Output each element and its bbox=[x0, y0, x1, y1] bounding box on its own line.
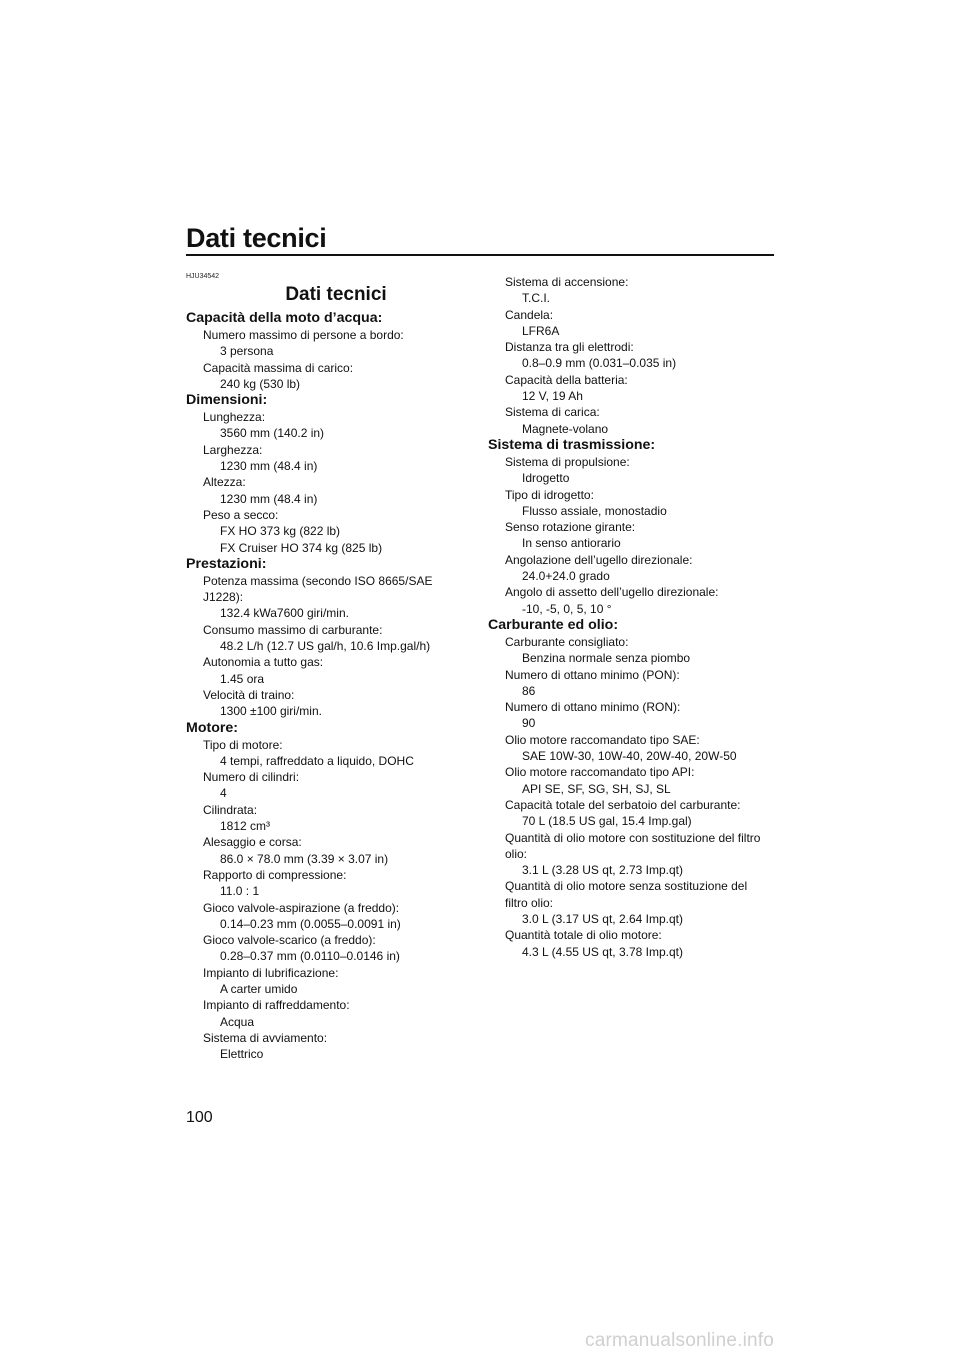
spec-value: 11.0 : 1 bbox=[220, 884, 260, 899]
spec-item bbox=[488, 519, 788, 552]
spec-label: Angolazione dell’ugello direzionale: bbox=[505, 552, 693, 567]
spec-item bbox=[186, 737, 486, 770]
spec-value: FX Cruiser HO 374 kg (825 lb) bbox=[220, 540, 383, 555]
spec-item bbox=[186, 1030, 486, 1063]
spec-item bbox=[488, 274, 788, 307]
spec-value: In senso antiorario bbox=[522, 536, 621, 551]
group-heading: Capacità della moto d’acqua: bbox=[186, 310, 383, 326]
spec-item bbox=[186, 622, 486, 655]
spec-value: 48.2 L/h (12.7 US gal/h, 10.6 Imp.gal/h) bbox=[220, 639, 431, 654]
spec-label: Distanza tra gli elettrodi: bbox=[505, 340, 634, 355]
spec-item bbox=[488, 339, 788, 372]
spec-value: Acqua bbox=[220, 1014, 255, 1029]
spec-value: 4 tempi, raffreddato a liquido, DOHC bbox=[220, 753, 414, 768]
spec-label: Numero di ottano minimo (PON): bbox=[505, 667, 680, 682]
spec-item bbox=[186, 327, 486, 360]
spec-label: Capacità della batteria: bbox=[505, 372, 628, 387]
spec-item bbox=[186, 997, 486, 1030]
spec-value: 3.1 L (3.28 US qt, 2.73 Imp.qt) bbox=[522, 863, 683, 878]
section-title: Dati tecnici bbox=[285, 284, 387, 305]
spec-label: Sistema di avviamento: bbox=[203, 1030, 328, 1045]
spec-item bbox=[488, 878, 788, 894]
spec-label: J1228): bbox=[203, 590, 244, 605]
spec-group bbox=[186, 720, 486, 1063]
spec-group bbox=[488, 274, 788, 437]
spec-value: LFR6A bbox=[522, 323, 560, 338]
spec-label: Quantità di olio motore senza sostituzione del bbox=[505, 879, 748, 894]
spec-item bbox=[488, 487, 788, 520]
spec-value: 1230 mm (48.4 in) bbox=[220, 491, 318, 506]
spec-item bbox=[186, 687, 486, 720]
spec-value: 0.8–0.9 mm (0.031–0.035 in) bbox=[522, 356, 677, 371]
spec-label: Autonomia a tutto gas: bbox=[203, 655, 324, 670]
page-title: Dati tecnici bbox=[186, 223, 327, 253]
spec-value: 4.3 L (4.55 US qt, 3.78 Imp.qt) bbox=[522, 944, 683, 959]
spec-label: Rapporto di compressione: bbox=[203, 867, 347, 882]
spec-value: 3.0 L (3.17 US qt, 2.64 Imp.qt) bbox=[522, 911, 683, 926]
spec-label: Quantità totale di olio motore: bbox=[505, 928, 662, 943]
spec-value: Benzina normale senza piombo bbox=[522, 651, 691, 666]
spec-label: olio: bbox=[505, 846, 528, 861]
group-heading: Motore: bbox=[186, 719, 239, 736]
group-heading: Dimensioni: bbox=[186, 392, 268, 409]
spec-label: Peso a secco: bbox=[203, 507, 279, 522]
spec-label: Cilindrata: bbox=[203, 802, 258, 817]
spec-value: FX HO 373 kg (822 lb) bbox=[220, 524, 341, 539]
spec-label: Tipo di idrogetto: bbox=[505, 487, 594, 502]
spec-item bbox=[186, 507, 486, 556]
spec-value: 24.0+24.0 grado bbox=[522, 569, 610, 584]
spec-label: Sistema di propulsione: bbox=[505, 454, 630, 469]
document-code: HJU34542 bbox=[186, 273, 220, 280]
spec-label: Alesaggio e corsa: bbox=[203, 835, 302, 850]
spec-item bbox=[186, 573, 486, 589]
spec-label: filtro olio: bbox=[505, 895, 554, 910]
spec-value: 86 bbox=[522, 683, 536, 698]
spec-value: Idrogetto bbox=[522, 471, 570, 486]
spec-label: Potenza massima (secondo ISO 8665/SAE bbox=[203, 573, 433, 588]
spec-item bbox=[488, 584, 788, 617]
spec-item bbox=[488, 699, 788, 732]
spec-label: Tipo di motore: bbox=[203, 737, 283, 752]
spec-value: 3560 mm (140.2 in) bbox=[220, 426, 325, 441]
spec-item bbox=[186, 867, 486, 900]
spec-group bbox=[488, 617, 788, 960]
spec-label: Consumo massimo di carburante: bbox=[203, 622, 383, 637]
spec-item bbox=[488, 846, 788, 879]
spec-value: 3 persona bbox=[220, 344, 274, 359]
spec-value: -10, -5, 0, 5, 10 ° bbox=[522, 601, 612, 616]
spec-value: 240 kg (530 lb) bbox=[220, 376, 301, 391]
spec-item bbox=[186, 802, 486, 835]
spec-item bbox=[186, 589, 486, 622]
spec-value: 0.14–0.23 mm (0.0055–0.0091 in) bbox=[220, 916, 401, 931]
spec-label: Carburante consigliato: bbox=[505, 634, 629, 649]
spec-item bbox=[488, 927, 788, 960]
spec-label: Sistema di accensione: bbox=[505, 275, 629, 289]
spec-value: T.C.I. bbox=[522, 291, 551, 306]
spec-item bbox=[186, 769, 486, 802]
group-heading: Carburante ed olio: bbox=[488, 616, 619, 633]
spec-item bbox=[488, 307, 788, 340]
right-column bbox=[488, 274, 788, 960]
spec-label: Olio motore raccomandato tipo SAE: bbox=[505, 732, 700, 747]
spec-label: Lunghezza: bbox=[203, 410, 266, 425]
spec-item bbox=[186, 409, 486, 442]
spec-label: Impianto di lubrificazione: bbox=[203, 965, 339, 980]
left-column bbox=[186, 270, 486, 1062]
group-heading: Sistema di trasmissione: bbox=[488, 436, 656, 453]
spec-item bbox=[186, 900, 486, 933]
spec-item bbox=[186, 474, 486, 507]
spec-item bbox=[488, 454, 788, 487]
watermark: carmanualsonline.info bbox=[585, 1330, 775, 1351]
spec-group bbox=[488, 437, 788, 617]
group-heading: Prestazioni: bbox=[186, 555, 267, 572]
spec-item bbox=[488, 797, 788, 830]
spec-label: Altezza: bbox=[203, 475, 246, 490]
spec-value: 1812 cm³ bbox=[220, 819, 271, 834]
spec-item bbox=[186, 965, 486, 998]
spec-label: Sistema di carica: bbox=[505, 405, 600, 420]
spec-label: Numero di cilindri: bbox=[203, 770, 300, 785]
spec-group bbox=[186, 556, 486, 720]
spec-label: Angolo di assetto dell’ugello direzionale: bbox=[505, 585, 719, 600]
spec-label: Impianto di raffreddamento: bbox=[203, 998, 350, 1013]
spec-value: A carter umido bbox=[220, 981, 298, 996]
spec-group bbox=[186, 310, 486, 392]
spec-value: 0.28–0.37 mm (0.0110–0.0146 in) bbox=[220, 949, 400, 964]
spec-label: Candela: bbox=[505, 307, 554, 322]
spec-value: 70 L (18.5 US gal, 15.4 Imp.gal) bbox=[522, 814, 692, 829]
left-spec-groups bbox=[186, 310, 486, 1062]
spec-value: 90 bbox=[522, 716, 536, 731]
spec-item bbox=[488, 372, 788, 405]
spec-item bbox=[186, 442, 486, 475]
spec-item bbox=[488, 895, 788, 928]
spec-item bbox=[488, 830, 788, 846]
spec-value: SAE 10W-30, 10W-40, 20W-40, 20W-50 bbox=[522, 749, 737, 764]
spec-item bbox=[488, 764, 788, 797]
spec-label: Numero di ottano minimo (RON): bbox=[505, 700, 681, 715]
spec-value: Flusso assiale, monostadio bbox=[522, 503, 667, 518]
spec-label: Gioco valvole-aspirazione (a freddo): bbox=[203, 900, 400, 915]
spec-label: Velocità di traino: bbox=[203, 687, 295, 702]
spec-item bbox=[488, 552, 788, 585]
spec-label: Quantità di olio motore con sostituzione del filtro bbox=[505, 830, 761, 845]
spec-label: Capacità totale del serbatoio del carburante: bbox=[505, 797, 741, 812]
spec-item bbox=[186, 932, 486, 965]
spec-label: Capacità massima di carico: bbox=[203, 360, 354, 375]
spec-label: Numero massimo di persone a bordo: bbox=[203, 328, 404, 342]
spec-item bbox=[186, 360, 486, 393]
spec-item bbox=[186, 654, 486, 687]
spec-value: 132.4 kWa7600 giri/min. bbox=[220, 606, 349, 621]
right-spec-groups bbox=[488, 274, 788, 960]
spec-group bbox=[186, 392, 486, 556]
spec-value: Magnete-volano bbox=[522, 421, 609, 436]
spec-value: Elettrico bbox=[220, 1047, 264, 1062]
spec-label: Larghezza: bbox=[203, 442, 263, 457]
page-number: 100 bbox=[186, 1109, 213, 1126]
spec-value: 4 bbox=[220, 786, 227, 801]
header-rule bbox=[186, 254, 774, 256]
spec-item bbox=[488, 404, 788, 437]
spec-item bbox=[488, 634, 788, 667]
spec-value: 1.45 ora bbox=[220, 671, 265, 686]
spec-label: Gioco valvole-scarico (a freddo): bbox=[203, 933, 376, 948]
spec-label: Senso rotazione girante: bbox=[505, 520, 636, 535]
spec-value: 1300 ±100 giri/min. bbox=[220, 704, 322, 719]
spec-item bbox=[488, 732, 788, 765]
spec-value: 86.0 × 78.0 mm (3.39 × 3.07 in) bbox=[220, 851, 389, 866]
spec-label: Olio motore raccomandato tipo API: bbox=[505, 765, 695, 780]
spec-value: API SE, SF, SG, SH, SJ, SL bbox=[522, 781, 671, 796]
spec-item bbox=[186, 834, 486, 867]
spec-value: 12 V, 19 Ah bbox=[522, 389, 583, 404]
spec-item bbox=[488, 667, 788, 700]
spec-value: 1230 mm (48.4 in) bbox=[220, 459, 318, 474]
